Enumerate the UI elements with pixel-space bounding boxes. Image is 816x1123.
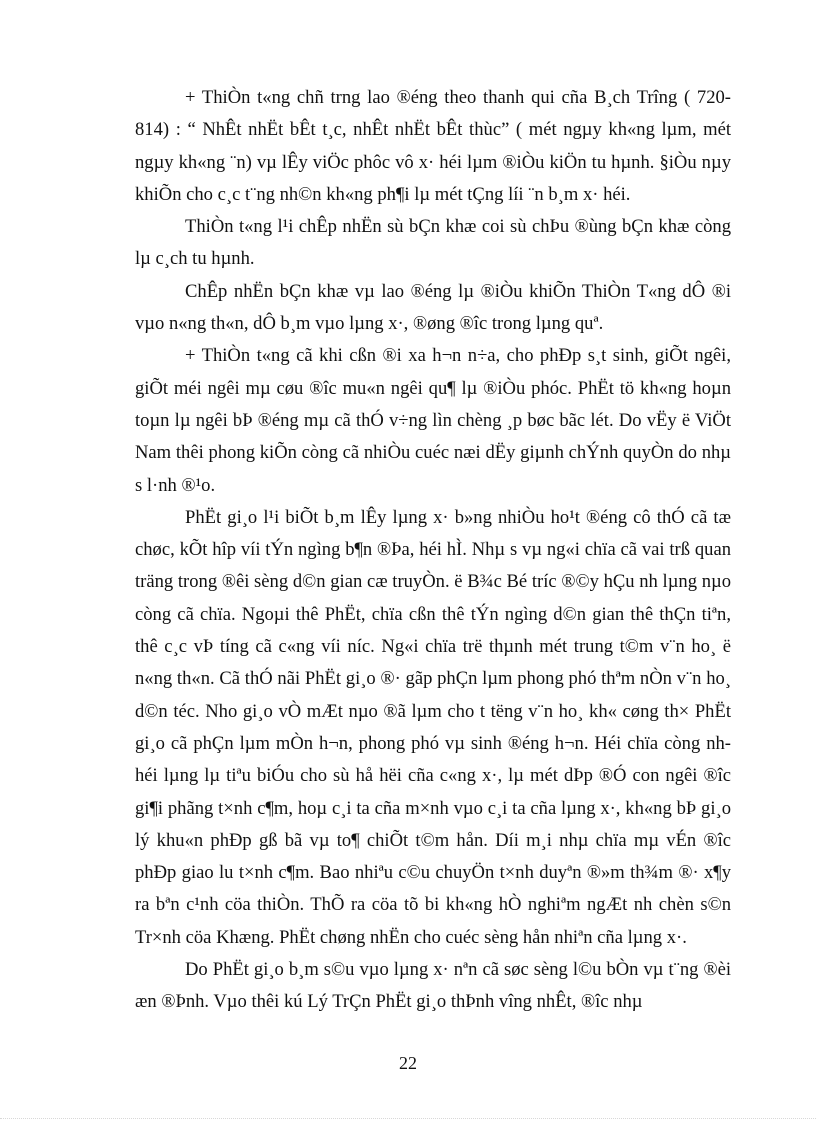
paragraph-3: ChÊp nhËn bÇn khæ vµ lao ®éng lµ ®iÒu khiÕn ThiÒn T«ng dÔ ®i vµo n«ng th«n, dÔ b¸m vµo lµng x·, ®øng ®îc trong lµng quª.: [135, 280, 731, 335]
paragraph-1: + ThiÒn t«ng chñ trng lao ®éng theo thanh qui cña B¸ch Trîng ( 720-814) : “ NhÊt nhËt bÊt t¸c, nhÊt nhËt bÊt thùc” ( mét ngµy kh«ng lµm, mét ngµy kh«ng ¨n) vµ lÊy viÖc phôc vô x· héi lµm ®iÒu kiÖn tu hµnh. §iÒu nµy khiÕn cho c¸c t¨ng nh©n kh«ng ph¶i lµ mét tÇng líi ¨n b¸m x· héi.: [135, 87, 731, 205]
paragraph-6: Do PhËt gi¸o b¸m s©u vµo lµng x· nªn cã søc sèng l©u bÒn vµ t¨ng ®èi æn ®Þnh. Vµo thêi kú Lý TrÇn PhËt gi¸o thÞnh vîng nhÊt, ®îc nhµ: [135, 959, 731, 1013]
body-text: [135, 82, 731, 1019]
paragraph-5: PhËt gi¸o l¹i biÕt b¸m lÊy lµng x· b»ng nhiÒu ho¹t ®éng cô thÓ cã tæ chøc, kÕt hîp víi tÝn ngìng b¶n ®Þa, héi hÌ. Nhµ s vµ ng«i chïa cã vai trß quan träng trong ®êi sèng d©n gian cæ truyÒn. ë B¾c Bé tríc ®©y hÇu nh lµng nµo còng cã chïa. Ngoµi thê PhËt, chïa cßn thê tÝn ngìng d©n gian thê thÇn tiªn, thê c¸c vÞ tíng cã c«ng víi níc. Ng«i chïa trë thµnh mét trung t©m v¨n ho¸ ë n«ng th«n. Cã thÓ nãi PhËt gi¸o ®· gãp phÇn lµm phong phó thªm nÒn v¨n ho¸ d©n téc. Nho gi¸o vÒ mÆt nµo ®ã lµm cho t tëng v¨n ho¸ kh« cøng th× PhËt gi¸o cã phÇn lµm mÒn h¬n, phong phó vµ sinh ®éng h¬n. Héi chïa còng nh héi lµng lµ tiªu biÓu cho sù hå hëi cña c«ng x·, lµ mét dÞp ®Ó con ngêi ®îc gi¶i phãng t×nh c¶m, hoµ c¸i ta cña m×nh vµo c¸i ta cña lµng x·, kh«ng bÞ gi¸o lý khu«n phÐp gß bã vµ to¶ chiÕt t©m hån. Díi m¸i nhµ chïa mµ vÉn ®îc phÐp giao lu t×nh c¶m. Bao nhiªu c©u chuyÖn t×nh duyªn ®»m th¾m ®· x¶y ra bªn c¹nh cöa thiÒn. ThÕ ra cöa tõ bi kh«ng hÒ nghiªm ngÆt nh chèn s©n Tr×nh cöa Khæng. PhËt chøng nhËn cho cuéc sèng hån nhiªn cña lµng x·.: [135, 506, 731, 948]
page-edge-divider: [0, 1118, 816, 1120]
page-number: 22: [399, 1053, 417, 1073]
paragraph-2: ThiÒn t«ng l¹i chÊp nhËn sù bÇn khæ coi sù chÞu ®ùng bÇn khæ còng lµ c¸ch tu hµnh.: [135, 216, 731, 270]
paragraph-4: + ThiÒn t«ng cã khi cßn ®i xa h¬n n÷a, cho phÐp s¸t sinh, giÕt ngêi, giÕt méi ngêi mµ cøu ®îc mu«n ngêi qu¶ lµ ®iÒu phóc. PhËt tö kh«ng hoµn toµn lµ ngêi bÞ ®éng mµ cã thÓ v÷ng lìn chèng ¸p bøc bãc lét. Do vËy ë ViÖt Nam thêi phong kiÕn còng cã nhiÒu cuéc næi dËy giµnh chÝnh quyÒn do nhµ s l·nh ®¹o.: [135, 345, 731, 496]
